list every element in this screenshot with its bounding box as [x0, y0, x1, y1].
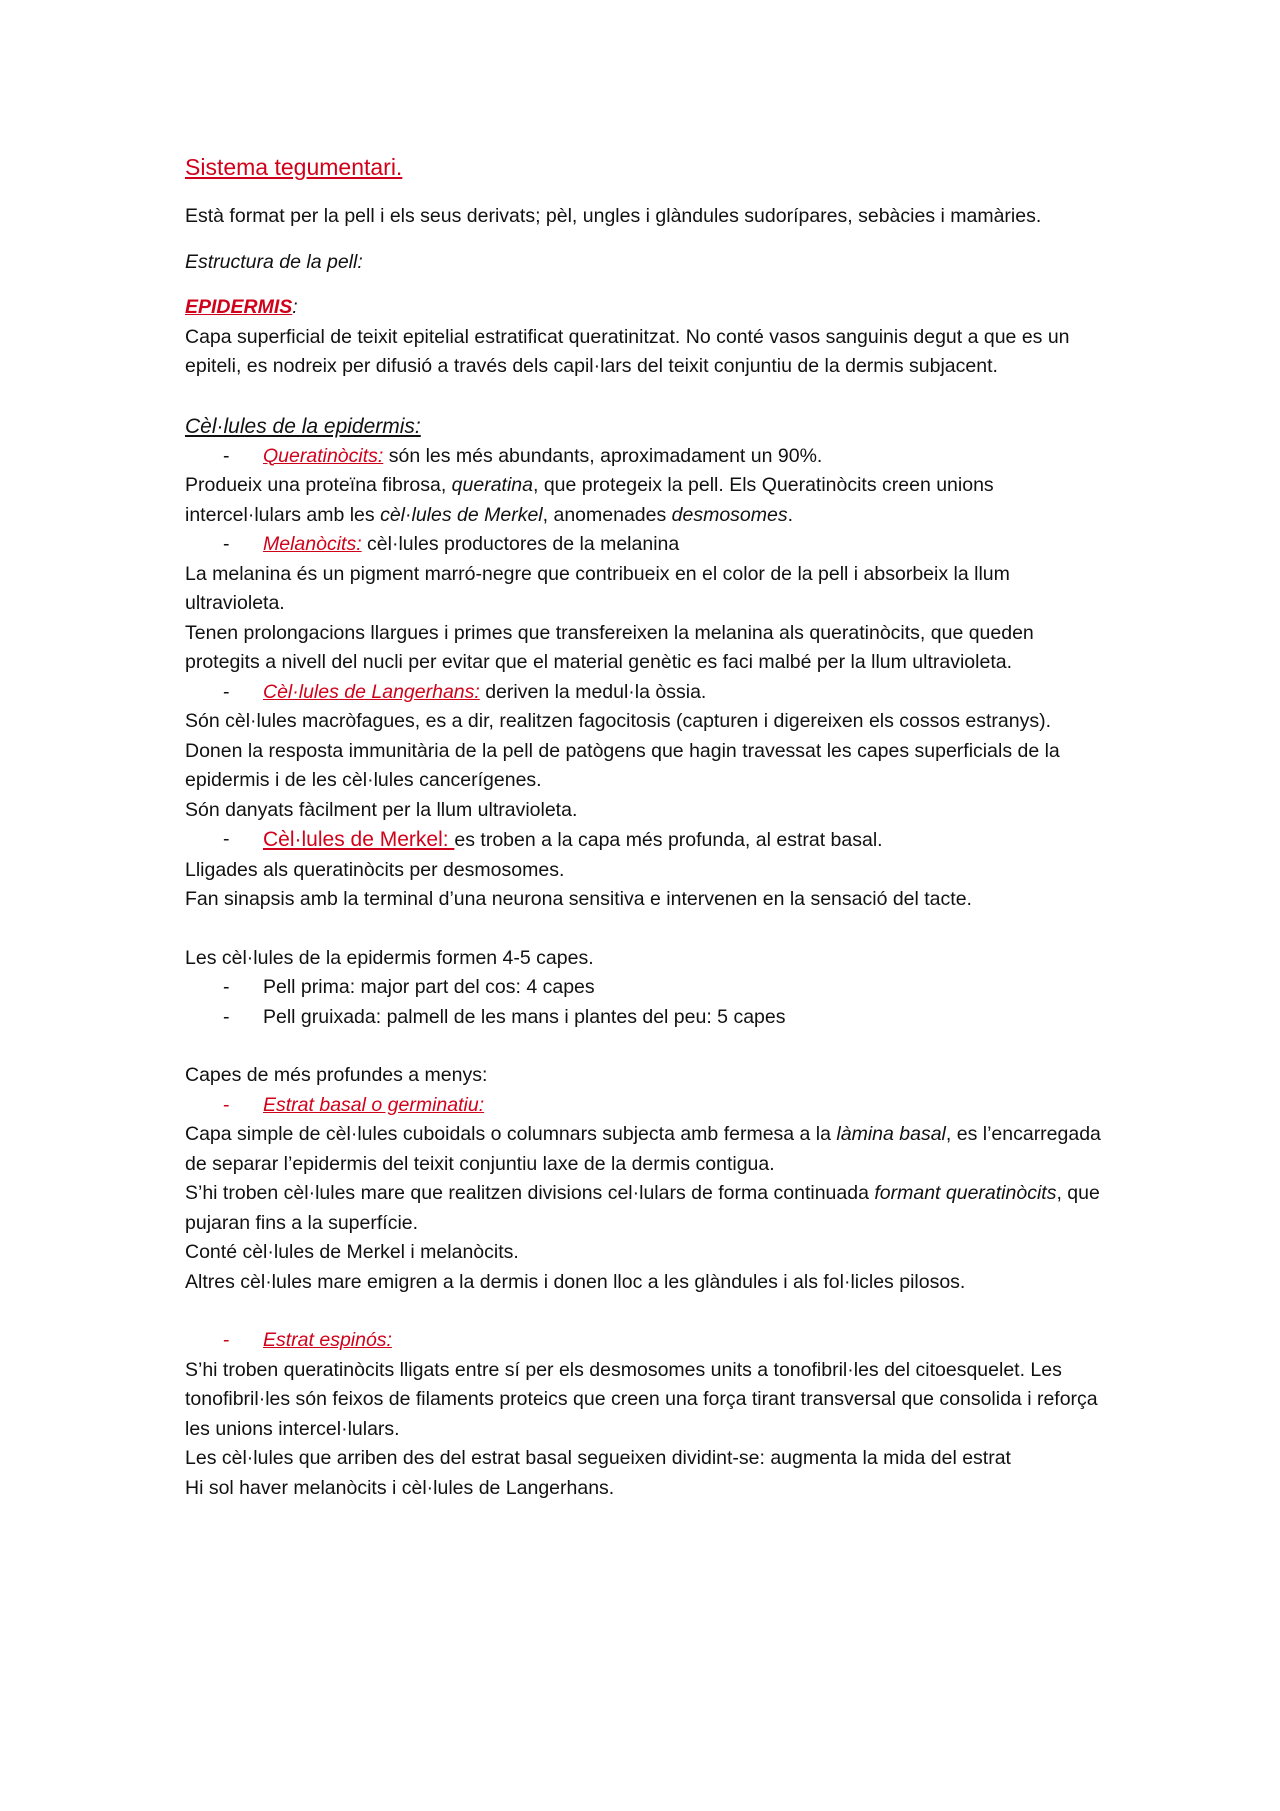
melanocits-paragraph-1: La melanina és un pigment marró-negre que contribueix en el color de la pell i absorbeix la llum ultravioleta. [185, 562, 1010, 614]
basal-label: Estrat basal o germinatiu: [263, 1093, 485, 1116]
text-run: queratina [451, 474, 533, 496]
queratinocits-paragraph [185, 471, 1105, 530]
cells-heading: Cèl·lules de la epidermis: [185, 414, 421, 438]
basal-paragraph-1 [185, 1120, 1105, 1179]
text-run: Produeix una proteïna fibrosa, [185, 474, 452, 496]
capes-intro: Les cèl·lules de la epidermis formen 4-5 capes. [185, 946, 594, 969]
capes-item-2 [185, 1003, 1105, 1033]
estructura-heading: Estructura de la pell: [185, 250, 363, 273]
langerhans-label: Cèl·lules de Langerhans: [263, 680, 480, 703]
merkel-desc: es troben a la capa més profunda, al estrat basal. [454, 829, 883, 851]
bullet-dash: - [223, 976, 230, 998]
capes-item-1 [185, 973, 1105, 1003]
bullet-dash: - [223, 1093, 230, 1116]
merkel-paragraph-1: Lligades als queratinòcits per desmosomes. [185, 858, 565, 881]
text-run: làmina basal [836, 1123, 946, 1145]
bullet-dash: - [223, 680, 230, 703]
text-run: S’hi troben cèl·lules mare que realitzen divisions cel·lulars de forma continuada [185, 1182, 875, 1204]
text-run: , que protegeix la pell. Els Queratinòcits creen unions intercel·lulars amb les [185, 474, 994, 526]
langerhans-paragraph-1: Són cèl·lules macròfagues, es a dir, realitzen fagocitosis (capturen i digereixen els cossos estranys). [185, 710, 1051, 732]
bullet-dash: - [223, 1005, 230, 1028]
text-run: Capa simple de cèl·lules cuboidals o columnars subjecta amb fermesa a la [185, 1123, 837, 1145]
bullet-dash: - [223, 1329, 230, 1351]
langerhans-item [185, 678, 1105, 708]
epidermis-label: EPIDERMIS [185, 296, 293, 318]
queratinocits-label: Queratinòcits: [263, 444, 384, 467]
melanocits-item [185, 530, 1105, 560]
text-run: , anomenades [542, 503, 672, 526]
basal-paragraph-4: Altres cèl·lules mare emigren a la dermis i donen lloc a les glàndules i als fol·licles pilosos. [185, 1270, 966, 1293]
text-run: , que pujaran fins a la superfície. [185, 1182, 1100, 1234]
epidermis-colon: : [292, 296, 298, 318]
capes-order: Capes de més profundes a menys: [185, 1064, 488, 1086]
intro-paragraph: Està format per la pell i els seus derivats; pèl, ungles i glàndules sudorípares, sebàcies i mamàries. [185, 205, 1042, 227]
langerhans-paragraph-3: Són danyats fàcilment per la llum ultravioleta. [185, 798, 578, 821]
espinos-label: Estrat espinós: [263, 1329, 392, 1351]
text-run: cèl·lules de Merkel [380, 503, 543, 526]
text-run: , es l’encarregada de separar l’epidermis del teixit conjuntiu laxe de la dermis contigua. [185, 1123, 1101, 1175]
capes-item-text: Pell prima: major part del cos: 4 capes [263, 976, 595, 998]
melanocits-paragraph-2: Tenen prolongacions llargues i primes que transfereixen la melanina als queratinòcits, que queden protegits a nivell del nucli per evitar que el material genètic es faci malbé per la llum ultravioleta. [185, 621, 1034, 673]
epidermis-heading [185, 293, 1105, 323]
text-run: . [787, 503, 794, 526]
document-body [185, 150, 1105, 1503]
merkel-item [185, 825, 1105, 856]
melanocits-desc: cèl·lules productores de la melanina [361, 533, 680, 555]
espinos-paragraph-1: S’hi troben queratinòcits lligats entre sí per els desmosomes units a tonofibril·les del citoesquelet. Les tonofibril·les són feixos de filaments proteics que creen una força tirant transversal que consolida i reforça les unions intercel·lulars. [185, 1358, 1098, 1440]
basal-paragraph-2 [185, 1179, 1105, 1238]
melanocits-label: Melanòcits: [263, 533, 362, 555]
queratinocits-desc: són les més abundants, aproximadament un 90%. [383, 444, 823, 467]
merkel-paragraph-2: Fan sinapsis amb la terminal d’una neurona sensitiva e intervenen en la sensació del tacte. [185, 888, 972, 910]
merkel-label: Cèl·lules de Merkel: [263, 828, 455, 851]
basal-paragraph-3: Conté cèl·lules de Merkel i melanòcits. [185, 1241, 519, 1263]
espinos-paragraph-2: Les cèl·lules que arriben des del estrat basal segueixen dividint-se: augmenta la mida del estrat [185, 1447, 1011, 1469]
bullet-dash: - [223, 533, 230, 555]
langerhans-desc: deriven la medul·la òssia. [479, 680, 707, 703]
espinos-item [185, 1326, 1105, 1356]
text-run: desmosomes [671, 503, 788, 526]
capes-item-text: Pell gruixada: palmell de les mans i plantes del peu: 5 capes [263, 1005, 786, 1028]
bullet-dash: - [223, 828, 230, 850]
espinos-paragraph-3: Hi sol haver melanòcits i cèl·lules de Langerhans. [185, 1476, 615, 1499]
text-run: formant queratinòcits [874, 1182, 1057, 1204]
document-title: Sistema tegumentari. [185, 154, 403, 180]
queratinocits-item [185, 442, 1105, 472]
langerhans-paragraph-2: Donen la resposta immunitària de la pell de patògens que hagin travessat les capes superficials de la epidermis i de les cèl·lules cancerígenes. [185, 739, 1060, 791]
basal-item [185, 1091, 1105, 1121]
bullet-dash: - [223, 444, 230, 467]
epidermis-description: Capa superficial de teixit epitelial estratificat queratinitzat. No conté vasos sanguinis degut a que es un epiteli, es nodreix per difusió a través dels capil·lars del teixit conjuntiu de la dermis subjacent. [185, 325, 1070, 377]
